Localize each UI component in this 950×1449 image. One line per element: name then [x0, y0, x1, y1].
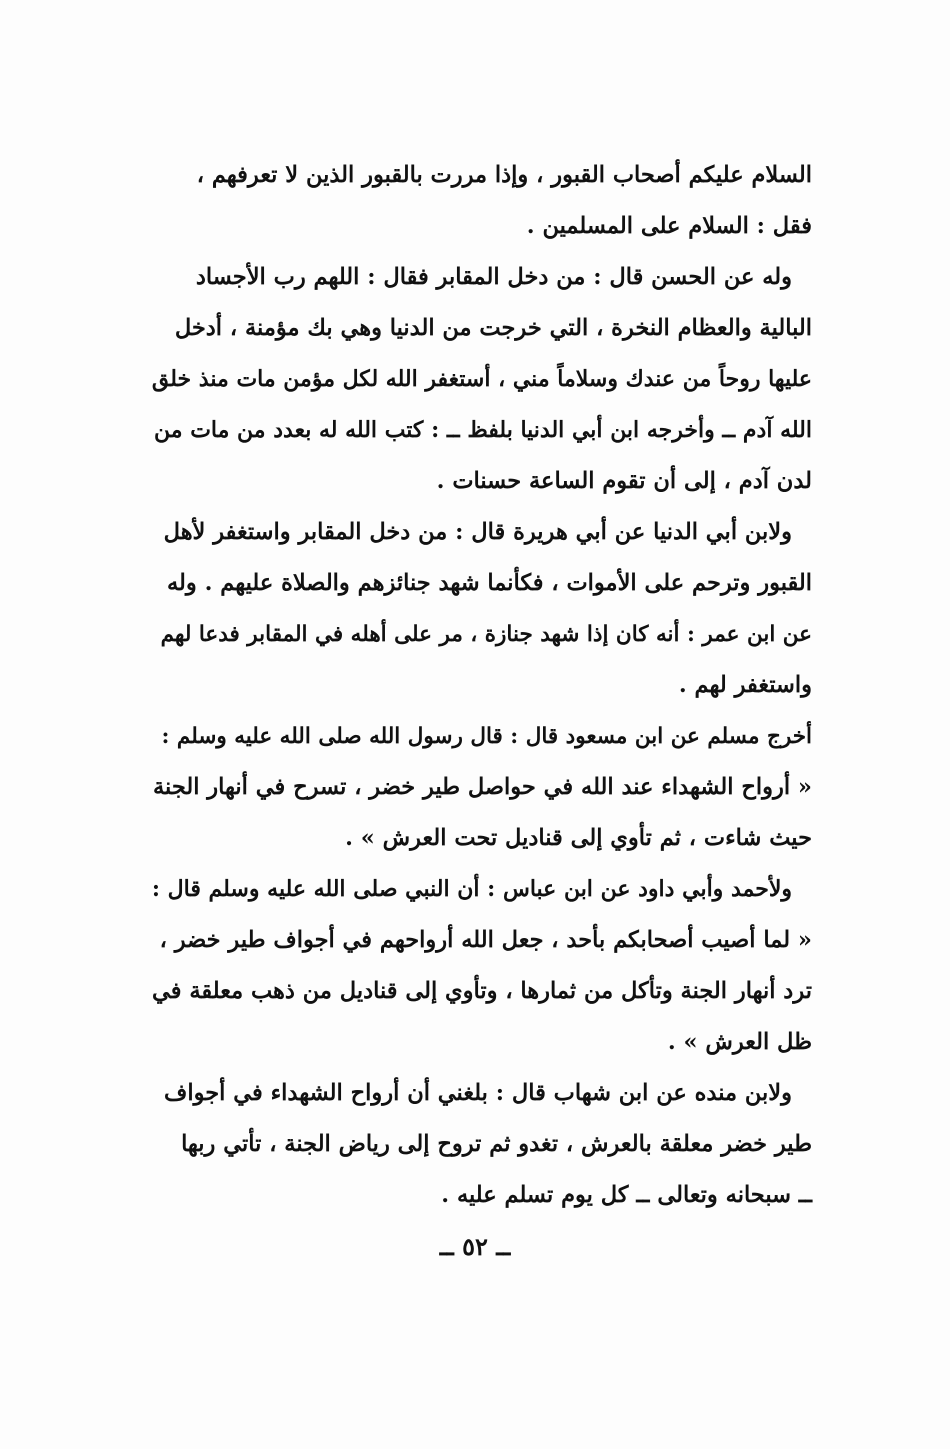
text-line: البالية والعظام النخرة ، التي خرجت من الدنيا وهي بك مؤمنة ، أدخل	[174, 315, 812, 341]
text-line: الله آدم ــ وأخرجه ابن أبي الدنيا بلفظ ــ : كتب الله له بعدد من مات من	[154, 417, 812, 443]
text-line: السلام عليكم أصحاب القبور ، وإذا مررت بالقبور الذين لا تعرفهم ،	[196, 162, 812, 188]
text-line: القبور وترحم على الأموات ، فكأنما شهد جنائزهم والصلاة عليهم . وله	[166, 570, 812, 596]
text-line: ظل العرش » .	[667, 1029, 812, 1055]
text-line: وله عن الحسن قال : من دخل المقابر فقال : اللهم رب الأجساد	[195, 264, 792, 290]
text-line: ولأحمد وأبي داود عن ابن عباس : أن النبي صلى الله عليه وسلم قال :	[151, 876, 792, 902]
text-line: ترد أنهار الجنة وتأكل من ثمارها ، وتأوي إلى قناديل من ذهب معلقة في	[151, 978, 812, 1004]
text-line: ــ سبحانه وتعالى ــ كل يوم تسلم عليه .	[441, 1182, 812, 1208]
text-line: حيث شاءت ، ثم تأوي إلى قناديل تحت العرش » .	[345, 825, 812, 851]
page-number: ــ ٥٢ ــ	[439, 1232, 511, 1261]
text-line: واستغفر لهم .	[678, 672, 812, 698]
page-body-text	[150, 150, 812, 1221]
text-line: طير خضر معلقة بالعرش ، تغدو ثم تروح إلى رياض الجنة ، تأتي ربها	[181, 1131, 812, 1157]
text-line: « أرواح الشهداء عند الله في حواصل طير خضر ، تسرح في أنهار الجنة	[152, 774, 812, 800]
text-line: أخرج مسلم عن ابن مسعود قال : قال رسول الله صلى الله عليه وسلم :	[161, 724, 812, 749]
text-line: فقل : السلام على المسلمين .	[526, 213, 812, 239]
text-line: « لما أصيب أصحابكم بأحد ، جعل الله أرواحهم في أجواف طير خضر ،	[159, 927, 812, 953]
text-line: لدن آدم ، إلى أن تقوم الساعة حسنات .	[436, 468, 812, 494]
text-line: عليها روحاً من عندك وسلاماً مني ، أستغفر الله لكل مؤمن مات منذ خلق	[151, 366, 812, 392]
text-line: عن ابن عمر : أنه كان إذا شهد جنازة ، مر على أهله في المقابر فدعا لهم	[160, 622, 812, 647]
text-line: ولابن منده عن ابن شهاب قال : بلغني أن أرواح الشهداء في أجواف	[164, 1080, 792, 1106]
text-line: ولابن أبي الدنيا عن أبي هريرة قال : من دخل المقابر واستغفر لأهل	[163, 519, 792, 545]
